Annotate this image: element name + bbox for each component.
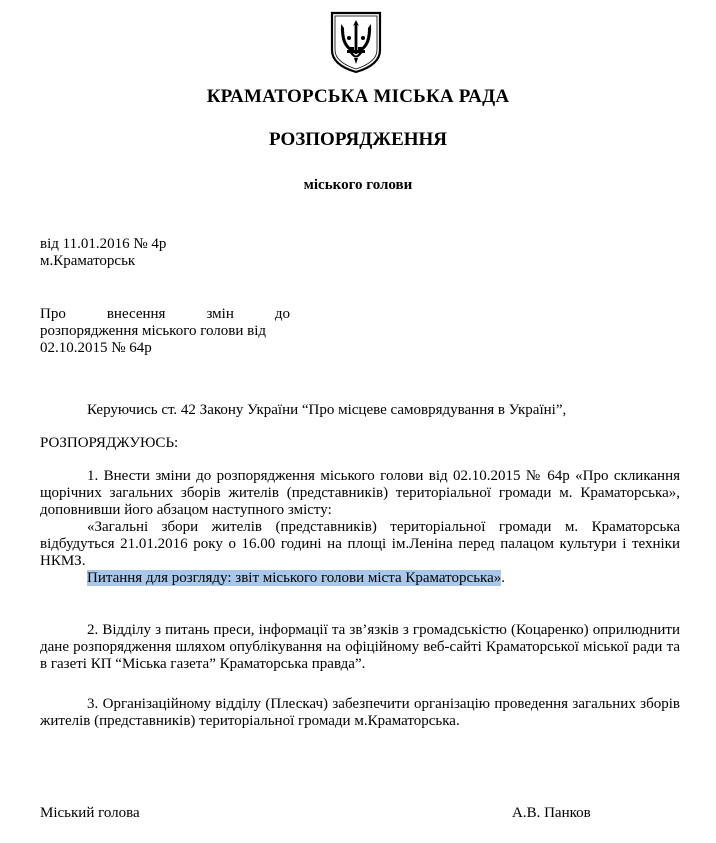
decree-word: РОЗПОРЯДЖУЮСЬ: — [40, 435, 179, 451]
document-type: РОЗПОРЯДЖЕННЯ — [268, 129, 448, 150]
subject-block — [40, 306, 290, 357]
subject-line-1: Про внесення змін до — [40, 306, 290, 322]
item-1-quote: «Загальні збори жителів (представників) територіальної громади м. Краматорська відбудуться 21.01.2016 року о 16.00 годині на площі ім.Леніна перед палацом культури і техніки НКМЗ. — [40, 519, 680, 569]
item-1-text: 1. Внести зміни до розпорядження міського голови від 02.10.2015 № 64р «Про скликання щорічних загальних зборів жителів (представників) територіальної громади м. Краматорська», доповнивши його абзацом наступного змісту: — [40, 468, 680, 518]
item-1 — [40, 468, 680, 587]
subject-line-3: 02.10.2015 № 64р — [40, 340, 152, 356]
document-city: м.Краматорськ — [40, 253, 136, 269]
item-3: 3. Організаційному відділу (Плескач) забезпечити організацію проведення загальних зборів жителів (представників) територіальної громади м.Краматорська. — [40, 696, 680, 729]
item-2: 2. Відділу з питань преси, інформації та зв’язків з громадськістю (Коцаренко) оприлюднити дане розпорядження шляхом опублікування на офіційному веб-сайті Краматорської міської ради та в газеті КП “Міська газета” Краматорська правда”. — [40, 622, 680, 672]
issuer-line: міського голови — [303, 177, 413, 193]
date-block — [40, 236, 166, 270]
signature-title: Міський голова — [40, 805, 140, 821]
legal-basis: Керуючись ст. 42 Закону України “Про місцеве самоврядування в Україні”, — [87, 402, 567, 418]
item-1-last-line — [40, 570, 680, 587]
subject-line-2: розпорядження міського голови від — [40, 323, 267, 339]
item-1-period: . — [501, 570, 506, 586]
trident-coat-of-arms-icon — [329, 10, 383, 74]
highlighted-text[interactable]: Питання для розгляду: звіт міського голови міста Краматорська» — [87, 570, 502, 586]
signature-name: А.В. Панков — [512, 805, 591, 821]
document-date: від 11.01.2016 № 4р — [40, 236, 167, 252]
council-title: КРАМАТОРСЬКА МІСЬКА РАДА — [206, 86, 510, 107]
